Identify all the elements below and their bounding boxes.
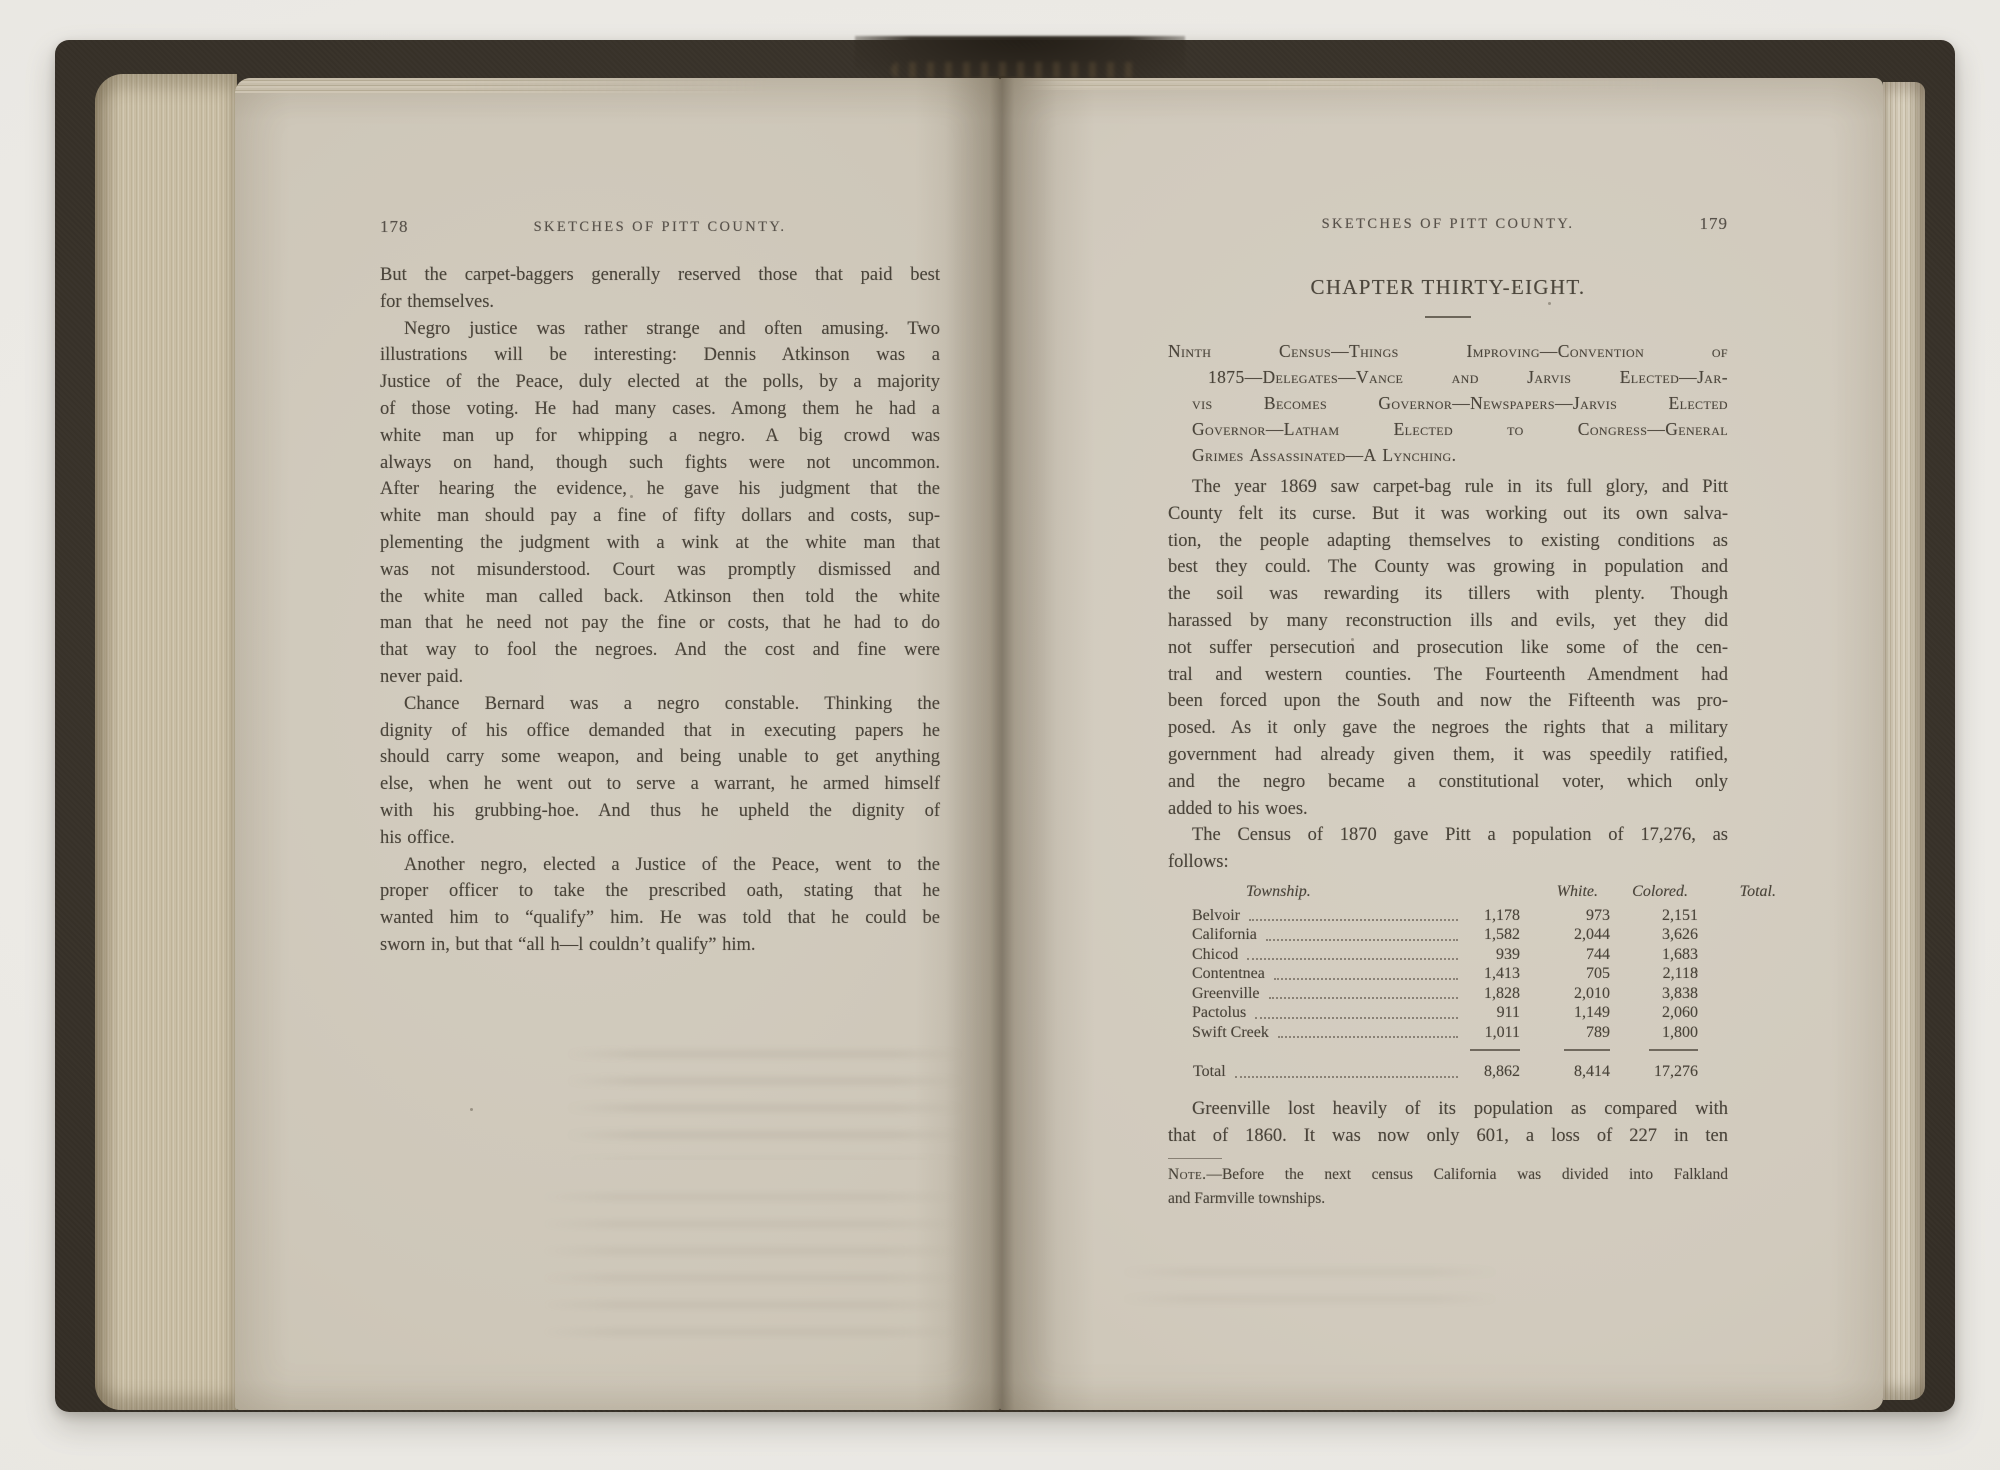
- chapter-summary-line: Grimes Assassinated—A Lynching.: [1192, 445, 1457, 465]
- text-line: never paid.: [380, 666, 464, 687]
- text-line: The Census of 1870 gave Pitt a population of 17,276, as: [1192, 825, 1728, 846]
- township-cell: [1168, 925, 1460, 945]
- colored-value: 2,010: [1574, 984, 1610, 1002]
- sum-rule-cell: [1610, 1049, 1698, 1053]
- text-line: follows:: [1168, 852, 1229, 873]
- text-line: dignity of his office demanded that in executing papers he: [380, 720, 940, 741]
- column-header: Colored.: [1632, 882, 1688, 900]
- showthrough-ghost: [540, 1183, 960, 1343]
- chapter-summary: [1168, 338, 1728, 468]
- text-line: tral and western counties. The Fourteenth Amendment had: [1168, 664, 1728, 685]
- sum-rule: [1470, 1049, 1520, 1051]
- left-body-text: [380, 262, 940, 959]
- text-line: harassed by many reconstruction ills and evils, yet they did: [1168, 610, 1728, 631]
- right-body-text: [1168, 474, 1728, 876]
- paper-speck: [1548, 302, 1551, 305]
- text-line: Chance Bernard was a negro constable. Thinking the: [404, 693, 940, 714]
- township-name: Chicod: [1192, 945, 1239, 963]
- white-value: 8,862: [1484, 1063, 1520, 1081]
- text-line: should carry some weapon, and being unable to get anything: [380, 747, 940, 768]
- text-line: been forced upon the South and now the Fifteenth was pro-: [1168, 691, 1728, 712]
- text-line: government had already given them, it was speedily ratified,: [1168, 744, 1728, 765]
- chapter-summary-line: 1875—Delegates—Vance and Jarvis Elected—Jar-: [1208, 367, 1728, 387]
- left-page-content: [380, 218, 940, 959]
- township-cell: [1168, 1023, 1460, 1043]
- census-row: [1168, 1023, 1698, 1043]
- text-line: that of 1860. It was now only 601, a loss of 227 in ten: [1168, 1125, 1728, 1146]
- dot-leader: [1255, 1017, 1458, 1019]
- column-header: Township.: [1246, 882, 1311, 900]
- dot-leader: [1269, 997, 1458, 999]
- census-row: [1168, 906, 1698, 926]
- text-line: best they could. The County was growing in population and: [1168, 557, 1728, 578]
- text-line: Justice of the Peace, duly elected at the polls, by a majority: [380, 372, 940, 393]
- colored-value: 705: [1586, 965, 1610, 983]
- township-cell: [1168, 906, 1460, 926]
- page-number-right: 179: [1699, 214, 1728, 233]
- text-line: that way to fool the negroes. And the cost and fine were: [380, 640, 940, 661]
- spacer: [1168, 1049, 1460, 1053]
- right-page-edges: [1883, 82, 1925, 1400]
- text-line: else, when he went out to serve a warrant, he armed himself: [380, 774, 940, 795]
- text-line: with his grubbing-hoe. And thus he upheld the dignity of: [380, 800, 940, 821]
- text-line: The year 1869 saw carpet-bag rule in its full glory, and Pitt: [1192, 477, 1728, 497]
- chapter-summary-line: vis Becomes Governor—Newspapers—Jarvis Elected: [1192, 393, 1728, 413]
- right-page: [1000, 78, 1883, 1410]
- right-page-content: [1168, 214, 1776, 1212]
- township-name: Greenville: [1192, 984, 1260, 1002]
- township-cell: [1168, 1062, 1460, 1082]
- footnote-text: —Before the next census California was divided into Falkland: [1206, 1165, 1728, 1183]
- showthrough-ghost: [565, 1040, 965, 1160]
- white-value: 1,828: [1484, 984, 1520, 1002]
- text-line: not suffer persecution and prosecution like some of the cen-: [1168, 637, 1728, 658]
- township-name: Total: [1193, 1063, 1226, 1081]
- township-cell: [1168, 945, 1460, 965]
- left-page: [235, 78, 1000, 1410]
- total-value: 2,118: [1662, 965, 1698, 983]
- white-value: 1,413: [1484, 965, 1520, 983]
- text-line: always on hand, though such fights were not uncommon.: [380, 452, 940, 473]
- text-line: for themselves.: [380, 291, 495, 312]
- chapter-divider-rule: [1425, 316, 1471, 318]
- paper-speck: [1351, 638, 1354, 641]
- colored-value: 789: [1586, 1023, 1610, 1041]
- census-table: [1168, 882, 1776, 1082]
- chapter-summary-line: Ninth Census—Things Improving—Convention of: [1168, 341, 1728, 361]
- colored-value: 8,414: [1574, 1063, 1610, 1081]
- census-row: [1168, 945, 1698, 965]
- census-row: [1168, 964, 1698, 984]
- footnote: [1168, 1158, 1728, 1212]
- text-line: white man up for whipping a negro. A big crowd was: [380, 425, 940, 446]
- text-line: tion, the people adapting themselves to existing conditions as: [1168, 530, 1728, 551]
- white-value: 1,582: [1484, 926, 1520, 944]
- colored-value: 973: [1586, 906, 1610, 924]
- white-value: 911: [1496, 1004, 1520, 1022]
- dot-leader: [1266, 939, 1458, 941]
- text-line: was not misunderstood. Court was promptly dismissed and: [380, 559, 940, 580]
- text-line: After hearing the evidence, he gave his judgment that the: [380, 479, 940, 500]
- text-line: the white man called back. Atkinson then told the white: [380, 586, 940, 607]
- dot-leader: [1274, 978, 1458, 980]
- running-header-title: SKETCHES OF PITT COUNTY.: [1321, 216, 1575, 232]
- paper-speck: [630, 495, 633, 498]
- chapter-title: CHAPTER THIRTY-EIGHT.: [1310, 275, 1586, 299]
- text-line: posed. As it only gave the negroes the rights that a military: [1168, 718, 1728, 739]
- dot-leader: [1235, 1076, 1458, 1078]
- census-row: [1168, 1003, 1698, 1023]
- right-body-text-after-table: [1168, 1096, 1728, 1150]
- sum-rule: [1564, 1049, 1610, 1051]
- township-cell: [1168, 1003, 1460, 1023]
- total-value: 17,276: [1654, 1063, 1698, 1081]
- text-line: Another negro, elected a Justice of the Peace, went to the: [404, 854, 940, 875]
- text-line: added to his woes.: [1168, 798, 1308, 819]
- township-name: Pactolus: [1192, 1004, 1247, 1022]
- sum-rule: [1649, 1049, 1698, 1051]
- total-value: 1,800: [1662, 1023, 1698, 1041]
- text-line: white man should pay a fine of fifty dollars and costs, sup-: [380, 506, 940, 527]
- text-line: man that he need not pay the fine or costs, that he had to do: [380, 613, 940, 634]
- census-row: [1168, 925, 1698, 945]
- sum-rule-cell: [1460, 1049, 1520, 1053]
- text-line: and the negro became a constitutional voter, which only: [1168, 771, 1728, 792]
- census-row: [1168, 1062, 1698, 1082]
- running-head-right: [1168, 215, 1728, 233]
- footnote-label: Note.: [1168, 1165, 1207, 1183]
- white-value: 1,011: [1484, 1023, 1520, 1041]
- text-line: the soil was rewarding its tillers with plenty. Though: [1168, 584, 1728, 605]
- township-cell: [1168, 984, 1460, 1004]
- footnote-line: [1168, 1163, 1728, 1188]
- township-cell: [1168, 964, 1460, 984]
- text-line: County felt its curse. But it was working out its own salva-: [1168, 503, 1728, 524]
- text-line: proper officer to take the prescribed oath, stating that he: [380, 881, 940, 902]
- text-line: Negro justice was rather strange and often amusing. Two: [404, 318, 940, 339]
- census-row: [1168, 984, 1698, 1004]
- text-line: But the carpet-baggers generally reserved those that paid best: [380, 265, 940, 285]
- white-value: 1,178: [1484, 906, 1520, 924]
- page-number-left: 178: [380, 217, 409, 236]
- census-header-row: [1168, 882, 1776, 902]
- sum-rule-cell: [1520, 1049, 1610, 1053]
- text-line: Greenville lost heavily of its population as compared with: [1192, 1098, 1728, 1119]
- colored-value: 744: [1586, 945, 1610, 963]
- paper-speck: [470, 1108, 473, 1111]
- dot-leader: [1278, 1036, 1458, 1038]
- text-line: plementing the judgment with a wink at the white man that: [380, 532, 940, 553]
- dot-leader: [1247, 958, 1458, 960]
- text-line: wanted him to “qualify” him. He was told that he could be: [380, 908, 940, 929]
- township-name: Belvoir: [1192, 906, 1240, 924]
- footnote-rule: [1168, 1158, 1222, 1159]
- total-value: 2,060: [1662, 1004, 1698, 1022]
- footnote-line: and Farmville townships.: [1168, 1190, 1326, 1208]
- township-name: Contentnea: [1192, 965, 1265, 983]
- running-header-title: SKETCHES OF PITT COUNTY.: [533, 219, 787, 235]
- text-line: of those voting. He had many cases. Among them he had a: [380, 398, 940, 419]
- township-name: California: [1192, 926, 1257, 944]
- dot-leader: [1249, 919, 1458, 921]
- text-line: sworn in, but that “all h—l couldn’t qualify” him.: [380, 934, 756, 955]
- colored-value: 2,044: [1574, 926, 1610, 944]
- township-name: Swift Creek: [1192, 1023, 1269, 1041]
- running-head-left: [380, 218, 940, 236]
- column-header: Total.: [1739, 882, 1776, 900]
- colored-value: 1,149: [1574, 1004, 1610, 1022]
- text-line: illustrations will be interesting: Dennis Atkinson was a: [380, 345, 940, 366]
- column-header: White.: [1556, 882, 1598, 900]
- chapter-summary-line: Governor—Latham Elected to Congress—General: [1192, 419, 1728, 439]
- left-page-edges: [95, 74, 237, 1410]
- text-line: his office.: [380, 827, 455, 848]
- book-cover: [55, 40, 1955, 1412]
- total-value: 3,838: [1662, 984, 1698, 1002]
- white-value: 939: [1496, 945, 1520, 963]
- sum-rule-row: [1168, 1049, 1698, 1053]
- total-value: 2,151: [1662, 906, 1698, 924]
- total-value: 3,626: [1662, 926, 1698, 944]
- paper-speck: [1695, 970, 1698, 973]
- showthrough-ghost: [1120, 1258, 1500, 1318]
- total-value: 1,683: [1662, 945, 1698, 963]
